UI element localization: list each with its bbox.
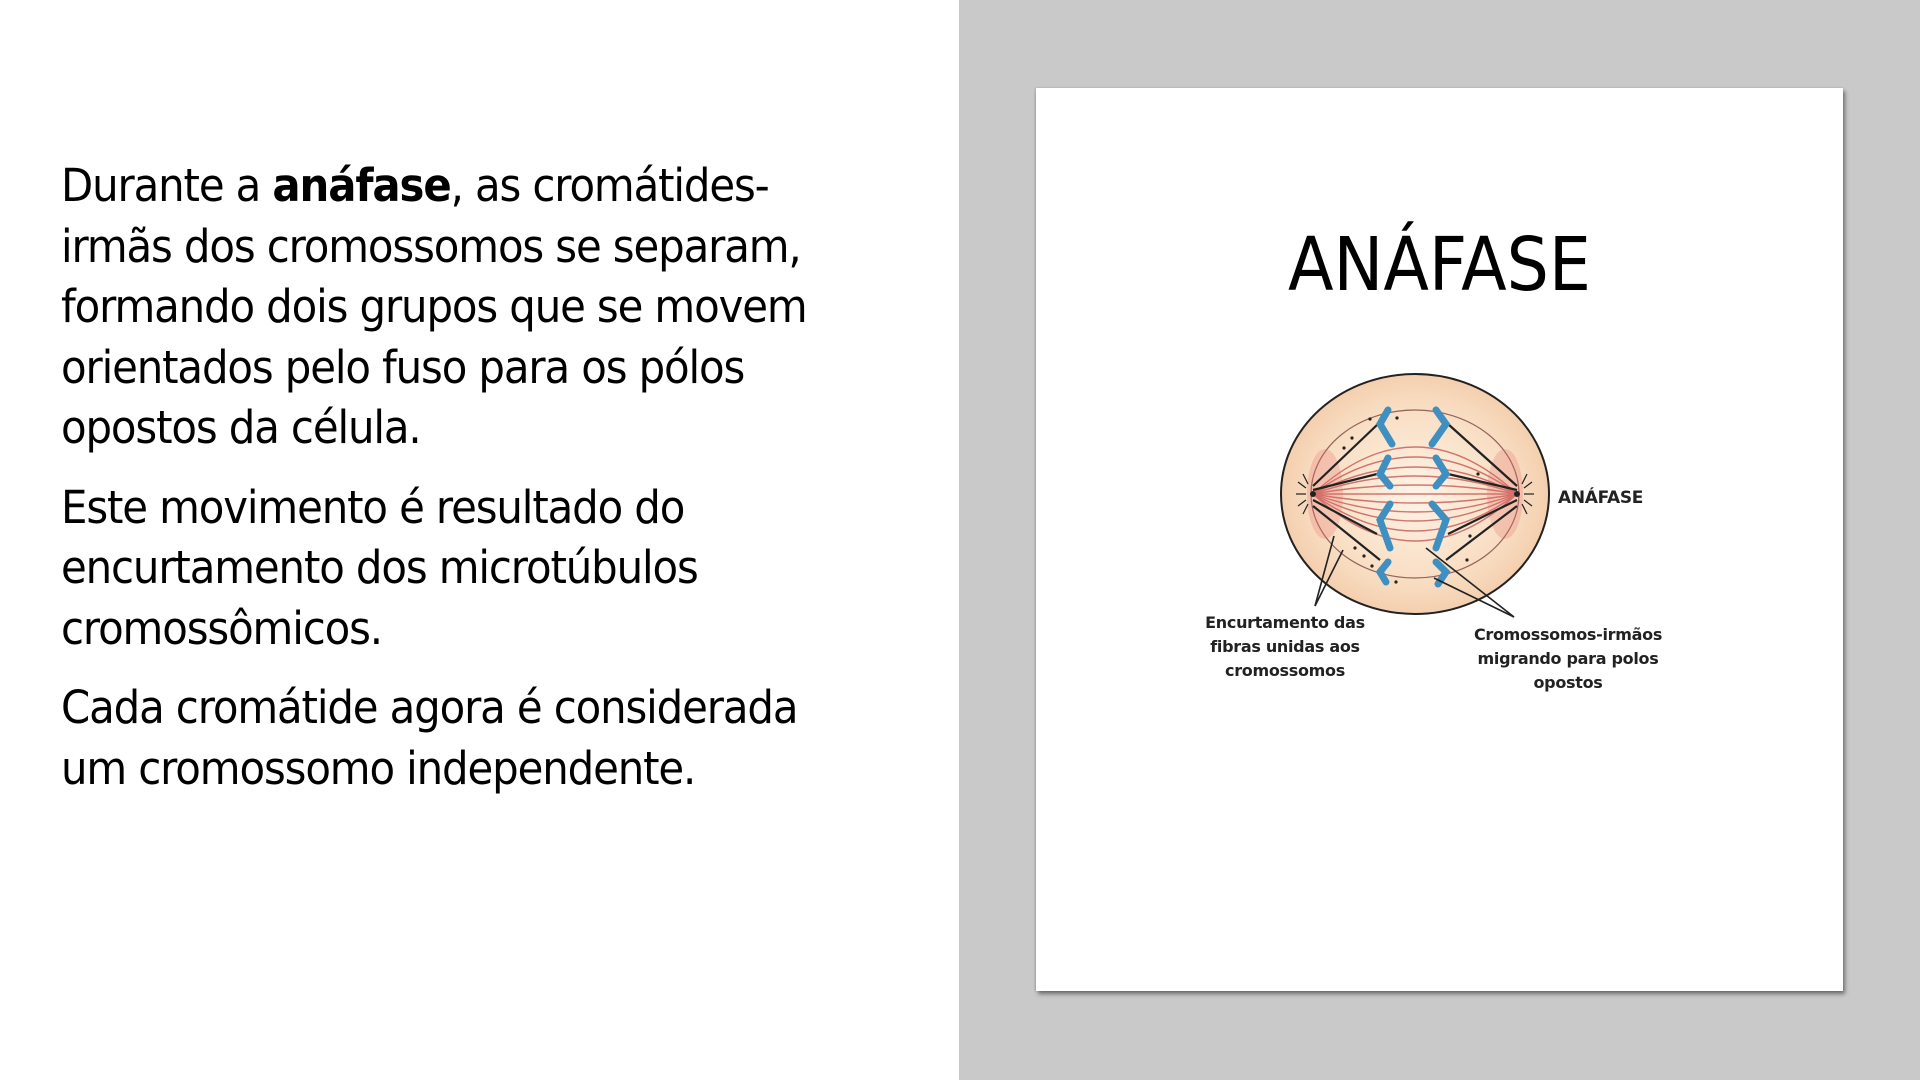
paragraph-2: Este movimento é resultado do encurtamento dos microtúbulos cromossômicos. bbox=[61, 480, 698, 655]
label-line: fibras unidas aos bbox=[1210, 637, 1360, 656]
label-line: Encurtamento das bbox=[1205, 613, 1365, 632]
keyword-anafase: anáfase bbox=[272, 159, 451, 212]
paragraph-1-post: , as cromátides-irmãs dos cromossomos se separam, formando dois grupos que se movem orientados pelo fuso para os pólos opostos da célula. bbox=[61, 159, 807, 454]
paragraph-1 bbox=[61, 156, 824, 459]
label-fiber-shortening bbox=[1200, 611, 1370, 683]
label-sister-chromosomes bbox=[1470, 623, 1666, 695]
label-line: Cromossomos-irmãos bbox=[1473, 625, 1663, 644]
card-title: ANÁFASE bbox=[1287, 222, 1592, 308]
paragraph-3: Cada cromátide agora é considerada um cromossomo independente. bbox=[61, 681, 798, 795]
paragraph-1-pre: Durante a bbox=[61, 159, 273, 212]
body-text bbox=[61, 156, 824, 818]
diagram-stage-label: ANÁFASE bbox=[1558, 488, 1644, 508]
left-panel bbox=[0, 0, 959, 1080]
label-line: cromossomos bbox=[1225, 661, 1345, 680]
label-line: opostos bbox=[1533, 673, 1603, 692]
label-line: migrando para polos bbox=[1477, 649, 1659, 668]
